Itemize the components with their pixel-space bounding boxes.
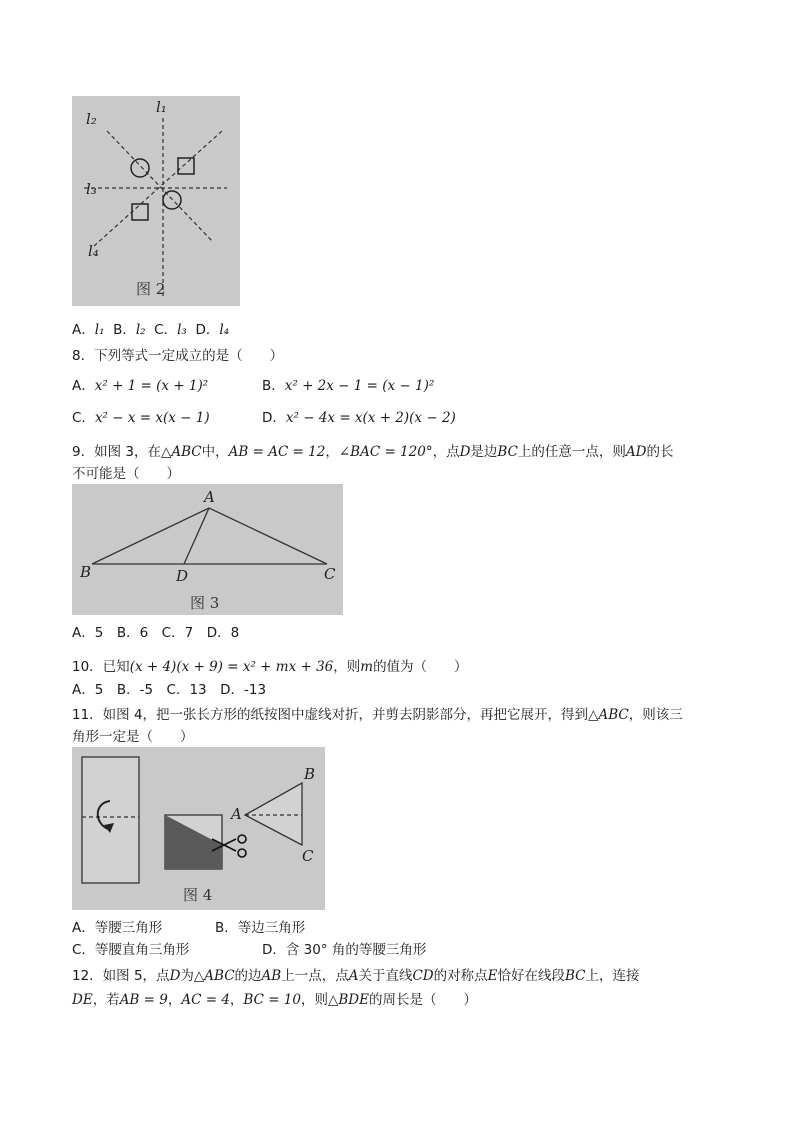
q11-option-a[interactable]: A．等腰三角形 — [72, 920, 163, 936]
q8-b-label: B． — [262, 378, 285, 394]
q10-expr: (x + 4)(x + 9) = x² + mx + 36 — [129, 659, 334, 675]
result-triangle — [245, 783, 302, 845]
q12-stem-line1 — [72, 964, 639, 984]
q9-stem-line1 — [72, 440, 674, 460]
q7-option-c[interactable]: C． — [154, 322, 178, 338]
q12-point-e: E — [487, 968, 498, 984]
q11-option-c[interactable]: C．等腰直角三角形 — [72, 942, 190, 958]
point-b-label: B — [80, 563, 92, 581]
q9-point-d: D — [459, 444, 471, 460]
q8-c-label: C． — [72, 410, 95, 426]
segment-ad — [184, 508, 209, 564]
square-shape — [132, 204, 148, 220]
q10-text: 10．已知 — [72, 659, 130, 675]
q8-b-expr: x² + 2x − 1 = (x − 1)² — [284, 378, 435, 394]
q7-option-b[interactable]: B． — [113, 322, 136, 338]
q12-text: 上，连接 — [585, 968, 640, 984]
q8-a-label: A． — [72, 378, 95, 394]
point-c-label: C — [302, 847, 314, 865]
q11-stem-line1 — [72, 703, 683, 723]
q9-text: ，点 — [432, 444, 460, 460]
q9-segment-ad: AD — [625, 444, 647, 460]
q7-choice-c: l₃ — [177, 322, 187, 338]
q12-text: ，则 — [300, 992, 328, 1008]
q8-option-b[interactable] — [262, 374, 434, 394]
q11-text: 11．如图 4，把一张长方形的纸按图中虚线对折，并剪去阴影部分，再把它展开，得到 — [72, 707, 589, 723]
q9-stem-line2: 不可能是（ ） — [72, 466, 180, 482]
q12-text: 恰好在线段 — [497, 968, 565, 984]
q8-stem: 8．下列等式一定成立的是（ ） — [72, 348, 284, 364]
q7-choice-b: l₂ — [135, 322, 146, 338]
q12-text: 12．如图 5，点 — [72, 968, 170, 984]
q9-eq-sides: AB = AC = 12 — [228, 444, 326, 460]
q12-text: 关于直线 — [358, 968, 413, 984]
point-a-label: A — [204, 488, 215, 506]
q12-eq-bc: BC = 10 — [243, 992, 301, 1008]
point-c-label: C — [324, 565, 336, 583]
q10-text: 的值为（ ） — [373, 659, 468, 675]
figure-3-drawing — [72, 484, 343, 615]
point-b-label: B — [304, 765, 316, 783]
q12-triangle-bde: △BDE — [327, 992, 369, 1008]
q12-text: 的对称点 — [433, 968, 488, 984]
q7-option-d[interactable]: D． — [195, 322, 220, 338]
q9-text: 是边 — [470, 444, 498, 460]
q12-text: ，若 — [92, 992, 120, 1008]
q9-segment-bc: BC — [497, 444, 518, 460]
square-shape — [178, 158, 194, 174]
point-a-label: A — [231, 805, 242, 823]
figure-4-drawing — [72, 747, 325, 910]
q12-stem-line2 — [72, 988, 477, 1008]
figure-2-caption: 图 2 — [136, 280, 166, 298]
paper-rectangle — [82, 757, 139, 883]
q8-c-expr: x² − x = x(x − 1) — [94, 410, 210, 426]
label-l2: l₂ — [86, 110, 97, 128]
q7-options — [72, 318, 229, 338]
q7-choice-d: l₄ — [219, 322, 230, 338]
q8-d-expr: x² − 4x = x(x + 2)(x − 2) — [285, 410, 456, 426]
q8-d-label: D． — [262, 410, 286, 426]
q12-text: 上一点，点 — [281, 968, 349, 984]
circle-shape — [131, 159, 149, 177]
figure-2-drawing — [72, 96, 240, 306]
segment-ac — [209, 508, 327, 564]
q12-eq-ac: AC = 4 — [181, 992, 230, 1008]
figure-2 — [72, 96, 240, 306]
label-l1: l₁ — [156, 98, 167, 116]
q10-stem — [72, 655, 468, 675]
q11-text: ，则该三 — [628, 707, 683, 723]
q12-text: 的边 — [234, 968, 262, 984]
label-l4: l₄ — [88, 242, 99, 260]
q12-segment-ab: AB — [261, 968, 282, 984]
q10-options[interactable]: A．5 B．-5 C．13 D．-13 — [72, 682, 267, 698]
q12-eq-ab: AB = 9 — [119, 992, 168, 1008]
q8-option-d[interactable] — [262, 406, 456, 426]
figure-4-caption: 图 4 — [183, 886, 213, 904]
q11-triangle: △ABC — [588, 707, 629, 723]
q9-text: 9．如图 3，在 — [72, 444, 161, 460]
q12-text: 为 — [180, 968, 194, 984]
q12-text: 的周长是（ ） — [368, 992, 477, 1008]
q12-text: ， — [229, 992, 244, 1008]
q11-option-d[interactable]: D．含 30° 角的等腰三角形 — [262, 942, 427, 958]
q12-line-cd: CD — [412, 968, 434, 984]
q12-text: ， — [167, 992, 182, 1008]
q12-point-d: D — [169, 968, 181, 984]
q9-eq-angle: ∠BAC = 120° — [338, 444, 433, 460]
circle-shape — [163, 191, 181, 209]
segment-ab — [92, 508, 209, 564]
line-l2 — [107, 131, 212, 241]
point-d-label: D — [176, 567, 189, 585]
figure-3 — [72, 484, 343, 615]
label-l3: l₃ — [86, 180, 97, 198]
q7-option-a[interactable]: A． — [72, 322, 95, 338]
q9-triangle: △ABC — [160, 444, 202, 460]
q10-text: ，则 — [333, 659, 361, 675]
figure-4 — [72, 747, 325, 910]
q9-text: 的长 — [646, 444, 674, 460]
q7-choice-a: l₁ — [94, 322, 105, 338]
q10-var-m: m — [360, 659, 374, 675]
q9-text: ， — [325, 444, 339, 460]
q11-option-b[interactable]: B．等边三角形 — [215, 920, 306, 936]
q9-text: 中， — [201, 444, 229, 460]
q11-stem-line2: 角形一定是（ ） — [72, 729, 194, 745]
q8-a-expr: x² + 1 = (x + 1)² — [94, 378, 209, 394]
q12-segment-de: DE — [72, 992, 93, 1008]
q9-options[interactable]: A．5 B．6 C．7 D．8 — [72, 625, 240, 641]
q8-option-c[interactable] — [72, 406, 210, 426]
q8-option-a[interactable] — [72, 374, 208, 394]
q12-triangle: △ABC — [193, 968, 235, 984]
q9-text: 上的任意一点，则 — [517, 444, 626, 460]
figure-3-caption: 图 3 — [190, 594, 220, 612]
q12-segment-bc: BC — [564, 968, 586, 984]
q12-point-a: A — [348, 968, 359, 984]
